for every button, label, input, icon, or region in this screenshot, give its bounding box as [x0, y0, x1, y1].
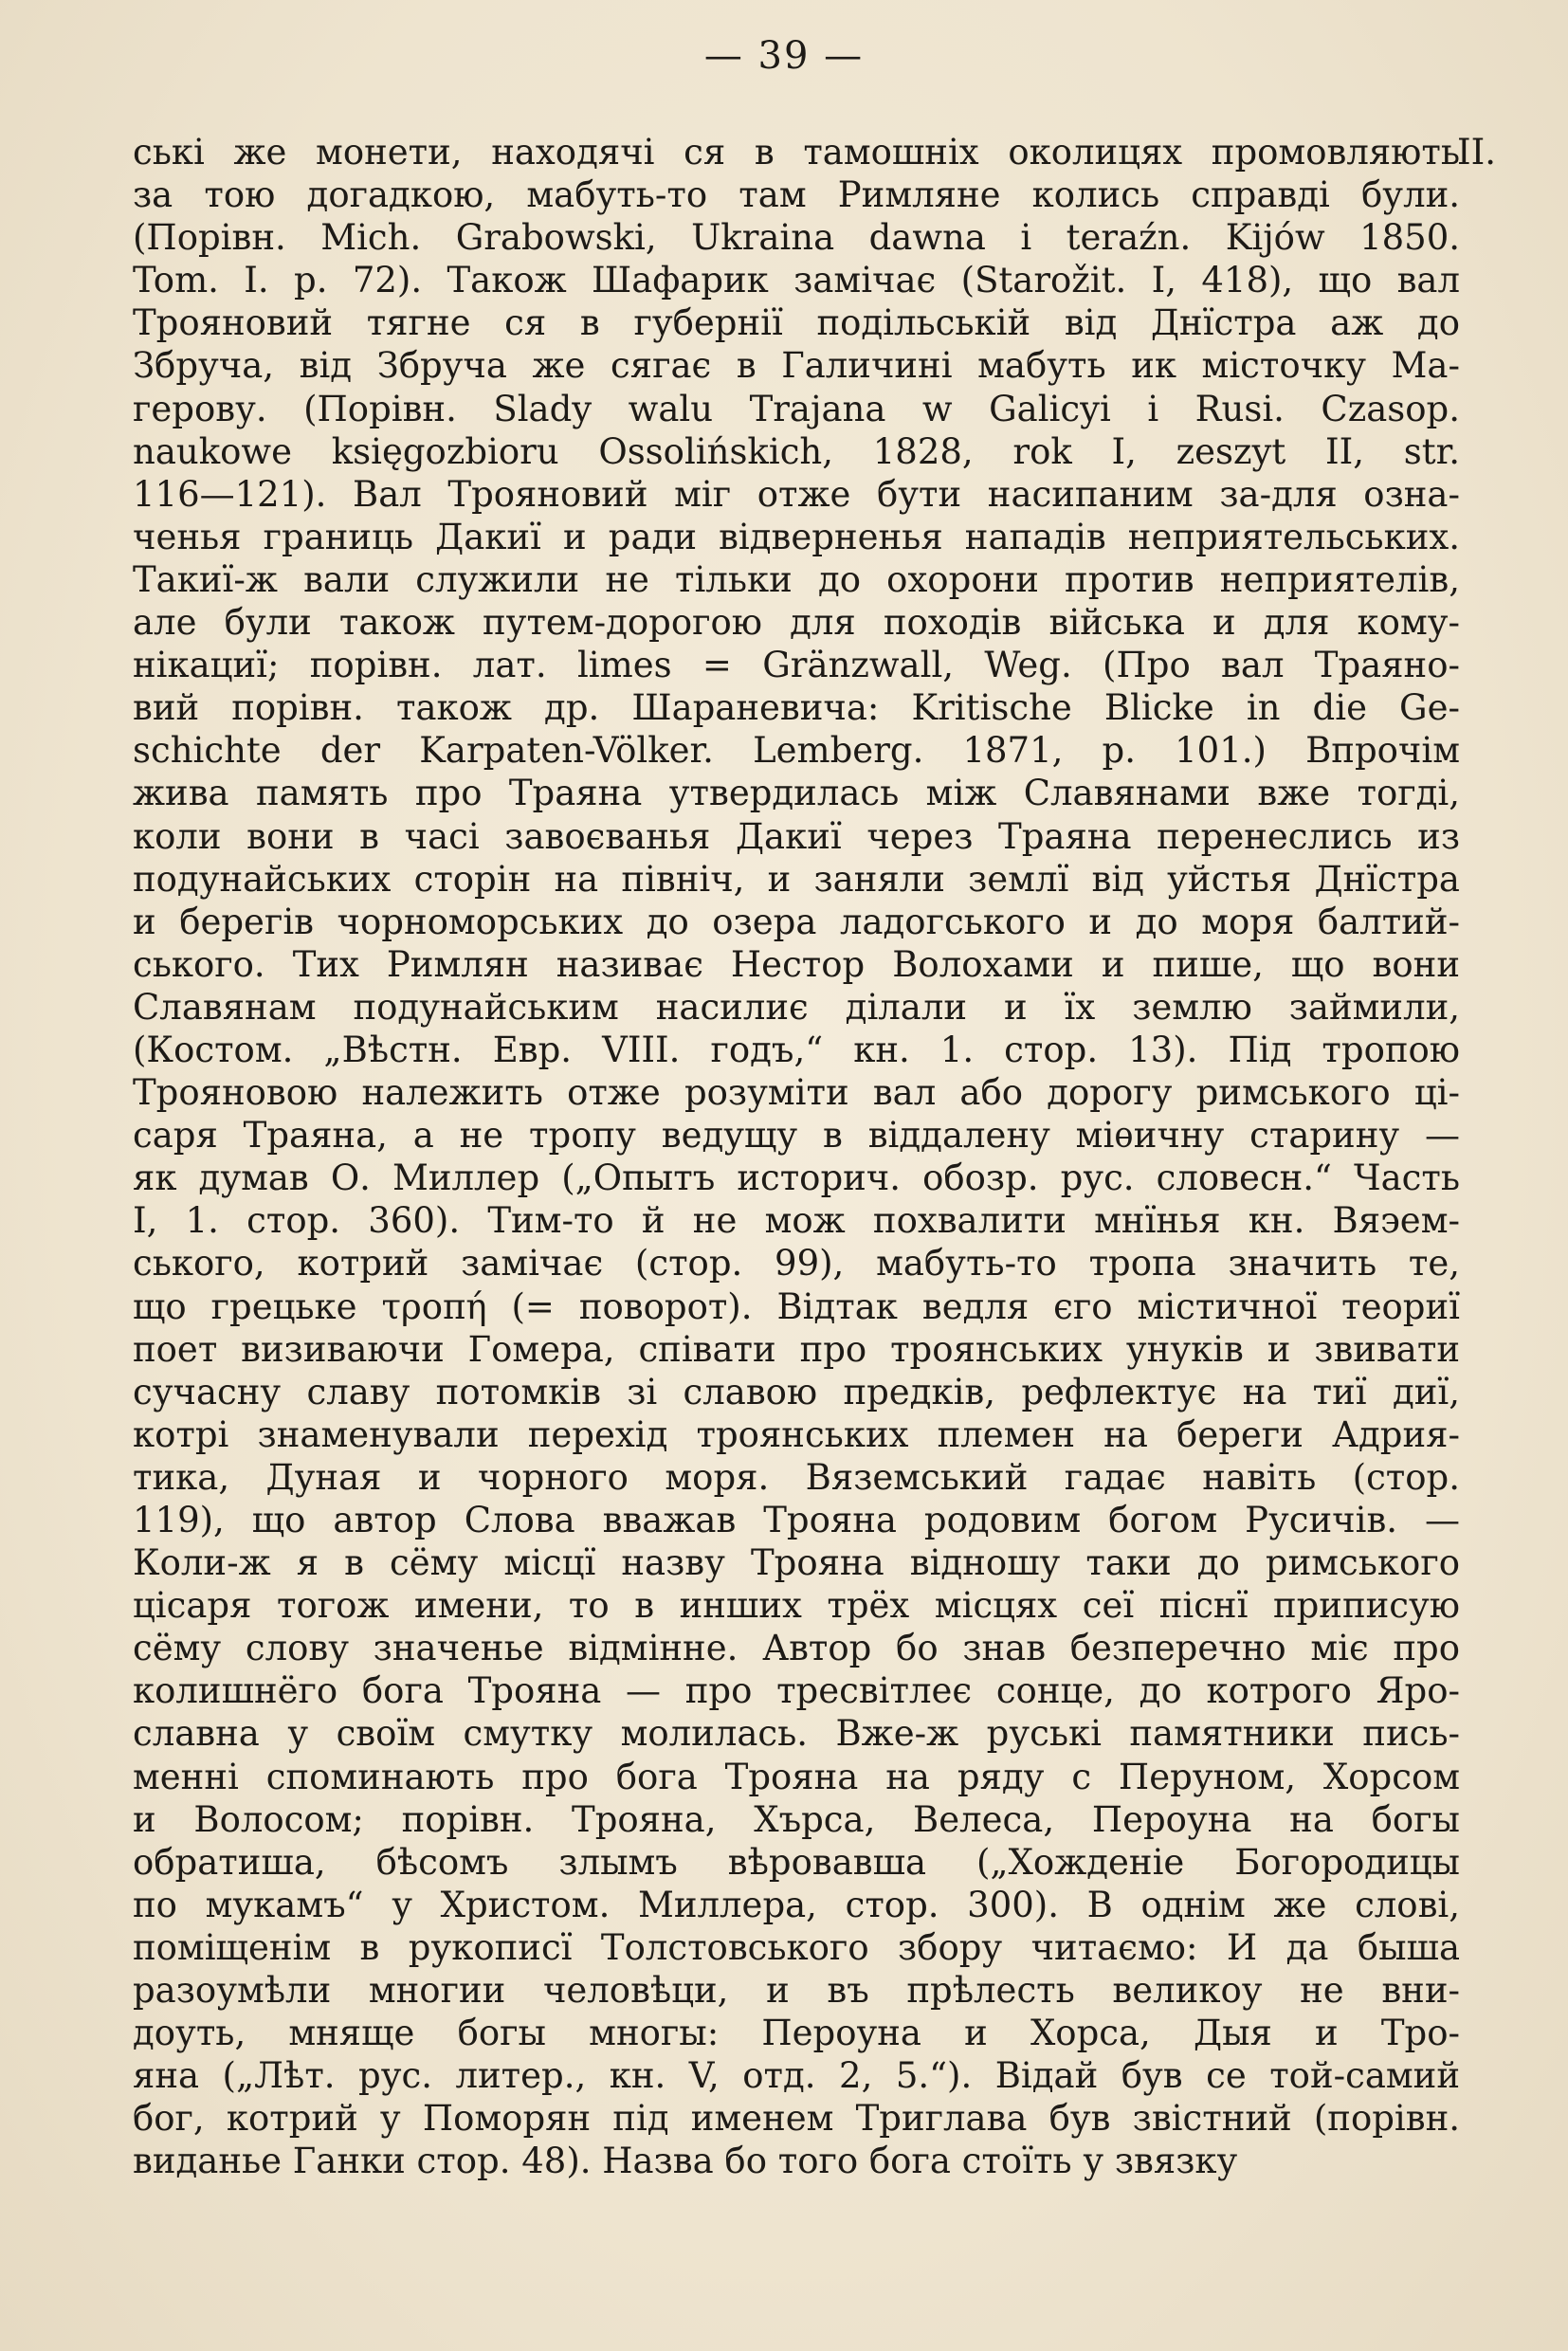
text-line: колишнёго бога Трояна — про тресвітлеє сонце, до котрого Яро- — [133, 1670, 1460, 1712]
text-line: коли вони в часі завоєванья Дакиї через Траяна перенеслись из — [133, 815, 1460, 857]
text-line: славна у своїм смутку молилась. Вже-ж руські памятники пись- — [133, 1713, 1460, 1755]
body-text — [133, 131, 1460, 2183]
text-line: ські же монети, находячі ся в тамошніх околицях промовляють — [133, 132, 1460, 173]
text-line: нікациї; порівн. лат. limes = Gränzwall, Weg. (Про вал Траяно- — [133, 645, 1460, 686]
text-line: поміщенім в рукописї Толстовського збору читаємо: И да быша — [133, 1926, 1460, 1968]
text-line: Славянам подунайським насилиє ділали и їх землю займили, — [133, 986, 1460, 1028]
text-line: ського. Тих Римлян називає Нестор Волохами и пише, що вони — [133, 943, 1460, 985]
text-line: бог, котрий у Поморян під именем Триглава був звістний (порівн. — [133, 2098, 1460, 2140]
text-line: тика, Дуная и чорного моря. Вяземський гадає навіть (стор. — [133, 1456, 1460, 1498]
text-line: naukowe księgozbioru Ossolińskich, 1828, rok I, zeszyt II, str. — [133, 430, 1460, 472]
text-line: саря Траяна, а не тропу ведущу в віддалену міѳичну старину — — [133, 1115, 1460, 1157]
text-line: подунайських сторін на північ, и заняли землї від уйстья Днїстра — [133, 858, 1460, 900]
text-line: герову. (Порівн. Slady walu Trajana w Galicyi i Rusi. Czasop. — [133, 388, 1460, 429]
margin-note: II. — [1457, 132, 1496, 173]
text-line: Трояновою належить отже розуміти вал або дорогу римського ці- — [133, 1072, 1460, 1114]
text-line: I, 1. стор. 360). Тим-то й не мож похвалити мнїнья кн. Вяэем- — [133, 1200, 1460, 1242]
text-line: котрі знаменували перехід троянських племен на береги Адрия- — [133, 1413, 1460, 1455]
text-line: и берегів чорноморських до озера ладогського и до моря балтий- — [133, 901, 1460, 942]
text-line: жива память про Траяна утвердилась між Славянами вже тогді, — [133, 773, 1460, 814]
text-line: Коли-ж я в сёму місцї назву Трояна відношу таки до римського — [133, 1542, 1460, 1584]
text-line: поет визиваючи Гомера, співати про троянських унуків и звивати — [133, 1328, 1460, 1370]
text-line: яна („Лѣт. рус. литер., кн. V, отд. 2, 5.“). Відай був се той-самий — [133, 2055, 1460, 2097]
text-line: що грецьке τροπή (= поворот). Відтак ведля єго містичної теориї — [133, 1285, 1460, 1327]
text-line: доуть, мняще богы многы: Пероуна и Хорса, Дыя и Тро- — [133, 2013, 1460, 2054]
text-line: (Порівн. Mich. Grabowski, Ukraina dawna i teraźn. Kijów 1850. — [133, 217, 1460, 259]
text-line: Трояновий тягне ся в губернії подільській від Днїстра аж до — [133, 302, 1460, 344]
text-line: але були також путем-дорогою для походів війська и для кому- — [133, 602, 1460, 644]
text-line: як думав О. Миллер („Опытъ историч. обозр. рус. словесн.“ Часть — [133, 1157, 1460, 1199]
text-line: за тою догадкою, мабуть-то там Римляне колись справді були. — [133, 174, 1460, 216]
text-line: обратиша, бѣсомъ злымъ вѣровавша („Хожденіе Богородицы — [133, 1841, 1460, 1883]
text-line: ського, котрий замічає (стор. 99), мабуть-то тропа значить те, — [133, 1243, 1460, 1285]
page-number: — 39 — — [703, 34, 865, 78]
text-line: цісаря тогож имени, то в инших трёх місцях сеї піснї приписую — [133, 1585, 1460, 1627]
text-line: менні споминають про бога Трояна на ряду с Перуном, Хорсом — [133, 1756, 1460, 1797]
text-line: Tom. I. p. 72). Також Шафарик замічає (Starožit. I, 418), що вал — [133, 260, 1460, 301]
text-line: и Волосом; порівн. Трояна, Хърса, Велеса, Пероуна на богы — [133, 1798, 1460, 1840]
text-line: 119), що автор Слова вважав Трояна родовим богом Русичів. — — [133, 1500, 1460, 1540]
text-line: 116—121). Вал Трояновий міг отже бути насипаним за-для озна- — [133, 473, 1460, 515]
text-line: сучасну славу потомків зі славою предків, рефлектує на тиї диї, — [133, 1371, 1460, 1412]
text-line: по мукамъ“ у Христом. Миллера, стор. 300). В однім же слові, — [133, 1884, 1460, 1925]
text-line: сёму слову значенье відмінне. Автор бо знав безперечно міє про — [133, 1628, 1460, 1669]
text-line: Такиї-ж вали служили не тільки до охорони против неприятелів, — [133, 558, 1460, 600]
text-line: (Костом. „Вѣстн. Евр. VIII. годъ,“ кн. 1. стор. 13). Під тропою — [133, 1029, 1460, 1070]
text-line: виданье Ганки стор. 48). Назва бо того бога стоїть у звязку — [133, 2141, 1238, 2182]
text-line: Збруча, від Збруча же сягає в Галичині мабуть ик місточку Ма- — [133, 345, 1460, 387]
text-line: разоумѣли многии человѣци, и въ прѣлесть великоу не вни- — [133, 1970, 1460, 2012]
text-line: ченья границь Дакиї и ради відверненья нападів неприятельських. — [133, 516, 1460, 557]
text-line: вий порівн. також др. Шараневича: Kritische Blicke in die Ge- — [133, 687, 1460, 729]
text-line: schichte der Karpaten-Völker. Lemberg. 1871, p. 101.) Впрочім — [133, 730, 1460, 772]
